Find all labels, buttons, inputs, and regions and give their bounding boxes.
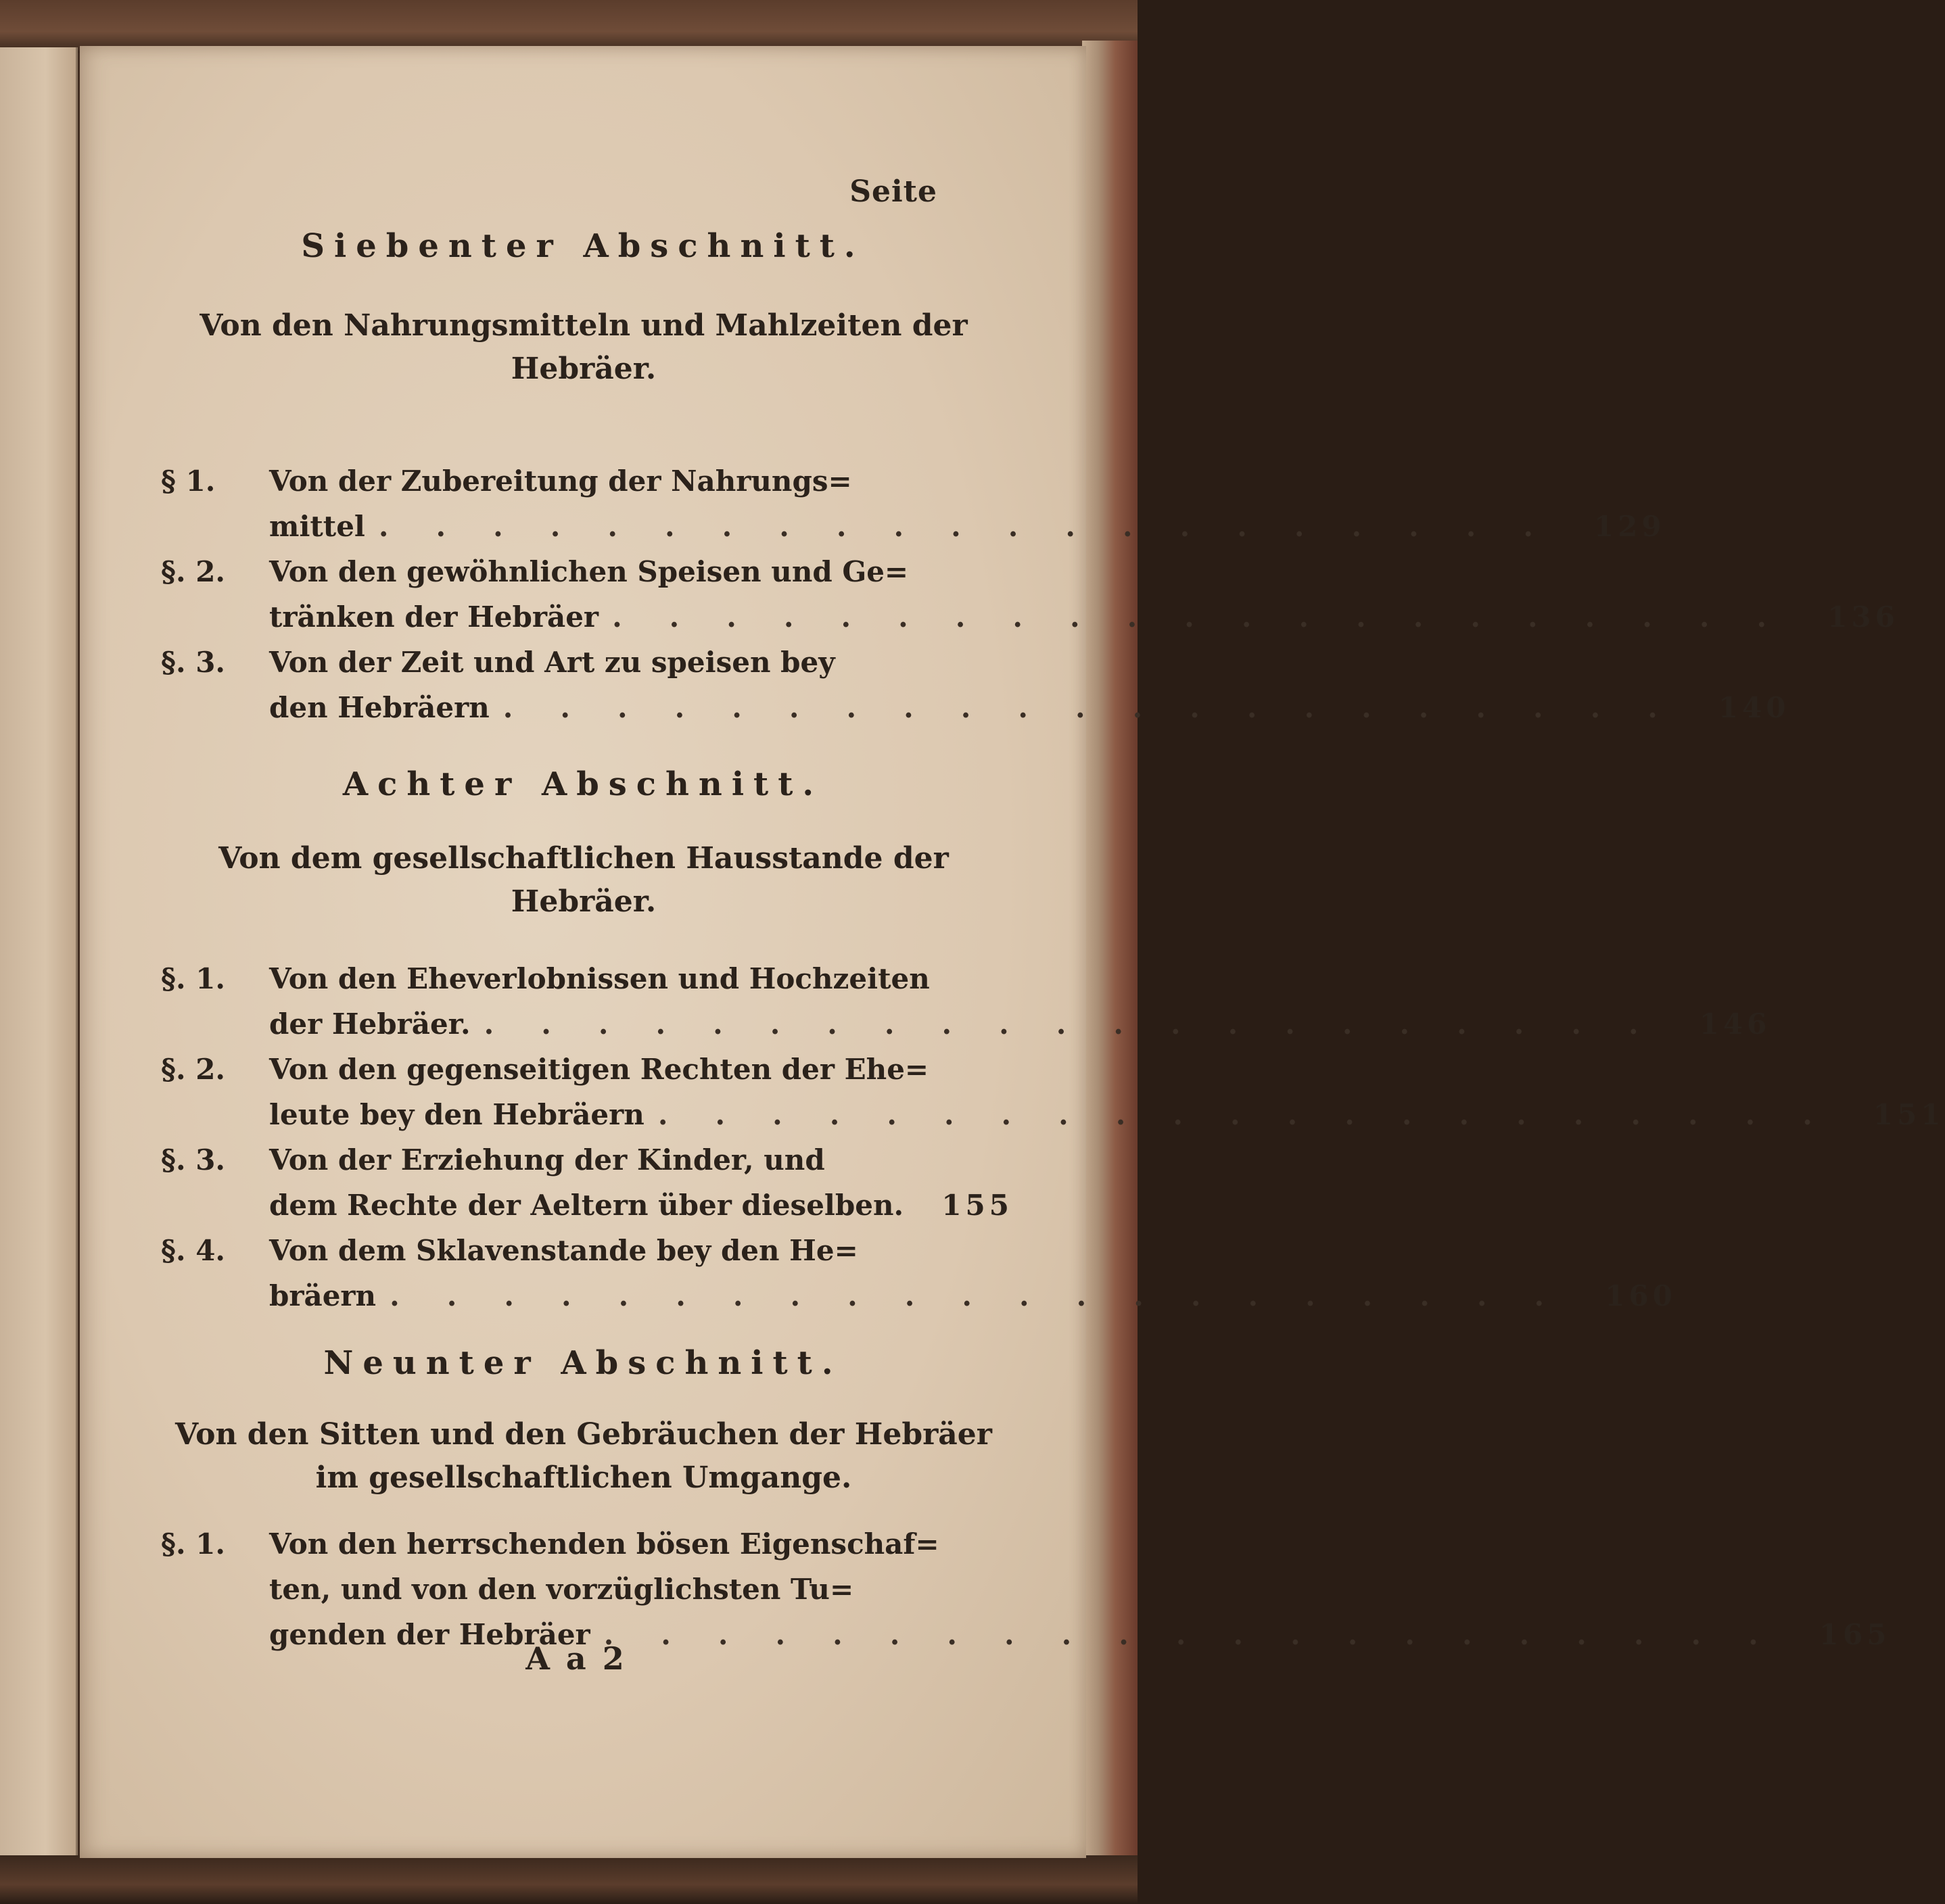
leader-dots: ..................... [484, 1007, 1686, 1041]
page-column-header: Seite [849, 174, 937, 209]
entry-line: Von den Eheverlobnissen und Hochzeiten [269, 962, 930, 995]
entry-line: dem Rechte der Aeltern über dieselben. [269, 1189, 904, 1222]
entry-text [269, 549, 1899, 640]
entry-line: Von dem Sklavenstande bey den He= [269, 1234, 858, 1267]
page-fore-edge [1082, 41, 1138, 1866]
entry-section-mark: § 1. [161, 465, 216, 498]
page-number: 151 [1873, 1098, 1945, 1131]
entry-section-mark: §. 2. [161, 1053, 226, 1086]
entry-line: Von der Erziehung der Kinder, und [269, 1143, 825, 1176]
entry-section-mark: §. 4. [161, 1234, 226, 1267]
page-number: 165 [1819, 1618, 1891, 1651]
page-number: 155 [941, 1189, 1013, 1222]
entry-last-line [269, 1273, 1677, 1318]
entry-line: Von den herrschenden bösen Eigenschaf= [269, 1527, 939, 1561]
subtitle-line: Von den Sitten und den Gebräuchen der Hebräer [175, 1417, 992, 1452]
entry-line: Von der Zubereitung der Nahrungs= [269, 465, 852, 498]
book-cover-top [0, 0, 1138, 53]
printer-signature-mark: Aa2 [525, 1640, 640, 1677]
entry-line: tränken der Hebräer [269, 600, 599, 634]
page-number: 160 [1605, 1279, 1677, 1312]
entry-text [269, 1047, 1945, 1137]
entry-line: Von der Zeit und Art zu speisen bey [269, 646, 835, 679]
entry-section-mark: §. 1. [161, 1527, 226, 1561]
section-title: Neunter Abschnitt. [323, 1344, 843, 1382]
page-number: 140 [1718, 691, 1790, 724]
leader-dots: ..................... [603, 1618, 1806, 1651]
subtitle-line: Hebräer. [511, 884, 657, 919]
section-title: Achter Abschnitt. [342, 765, 824, 803]
subtitle-line: Von den Nahrungsmitteln und Mahlzeiten der [200, 308, 968, 343]
entry-last-line [269, 1092, 1945, 1137]
page-number: 136 [1827, 600, 1899, 634]
entry-text [269, 458, 1666, 549]
entry-section-mark: §. 2. [161, 555, 226, 588]
subtitle-line: Hebräer. [511, 352, 657, 386]
section-title: Siebenter Abschnitt. [301, 227, 865, 265]
entry-text [269, 956, 1771, 1047]
facing-page-edge [0, 47, 78, 1859]
page-number: 129 [1593, 510, 1666, 543]
entry-last-line [269, 1001, 1771, 1047]
book-cover-bottom [0, 1855, 1138, 1904]
entry-text [269, 1521, 1891, 1657]
leader-dots: ..................... [657, 1098, 1860, 1131]
entry-section-mark: §. 3. [161, 1143, 226, 1176]
entry-line: ten, und von den vorzüglichsten Tu= [269, 1573, 854, 1606]
entry-text [269, 640, 1790, 730]
entry-line: bräern [269, 1279, 377, 1312]
leader-dots: ..................... [390, 1279, 1592, 1312]
leader-dots: ..................... [502, 691, 1705, 724]
entry-last-line [269, 504, 1666, 549]
entry-section-mark: §. 1. [161, 962, 226, 995]
section-subtitle [161, 837, 1006, 924]
leader-dots: ..................... [378, 510, 1580, 543]
table-of-contents-page [80, 46, 1945, 1858]
entry-last-line [269, 685, 1790, 730]
page-number: 146 [1699, 1007, 1771, 1041]
entry-line: Von den gewöhnlichen Speisen und Ge= [269, 555, 909, 588]
entry-last-line [269, 594, 1899, 640]
entry-line: genden der Hebräer [269, 1618, 590, 1651]
section-subtitle [161, 1413, 1006, 1500]
entry-text [269, 1228, 1677, 1318]
entry-line: leute bey den Hebräern [269, 1098, 645, 1131]
entry-line: den Hebräern [269, 691, 490, 724]
entry-line: der Hebräer. [269, 1007, 471, 1041]
entry-text [269, 1137, 1013, 1228]
entry-line: mittel [269, 510, 365, 543]
entry-last-line [269, 1183, 1013, 1228]
subtitle-line: Von dem gesellschaftlichen Hausstande der [218, 841, 949, 876]
leader-dots: ..................... [612, 600, 1814, 634]
section-subtitle [161, 304, 1006, 391]
entry-section-mark: §. 3. [161, 646, 226, 679]
subtitle-line: im gesellschaftlichen Umgange. [315, 1460, 852, 1495]
entry-line: Von den gegenseitigen Rechten der Ehe= [269, 1053, 929, 1086]
